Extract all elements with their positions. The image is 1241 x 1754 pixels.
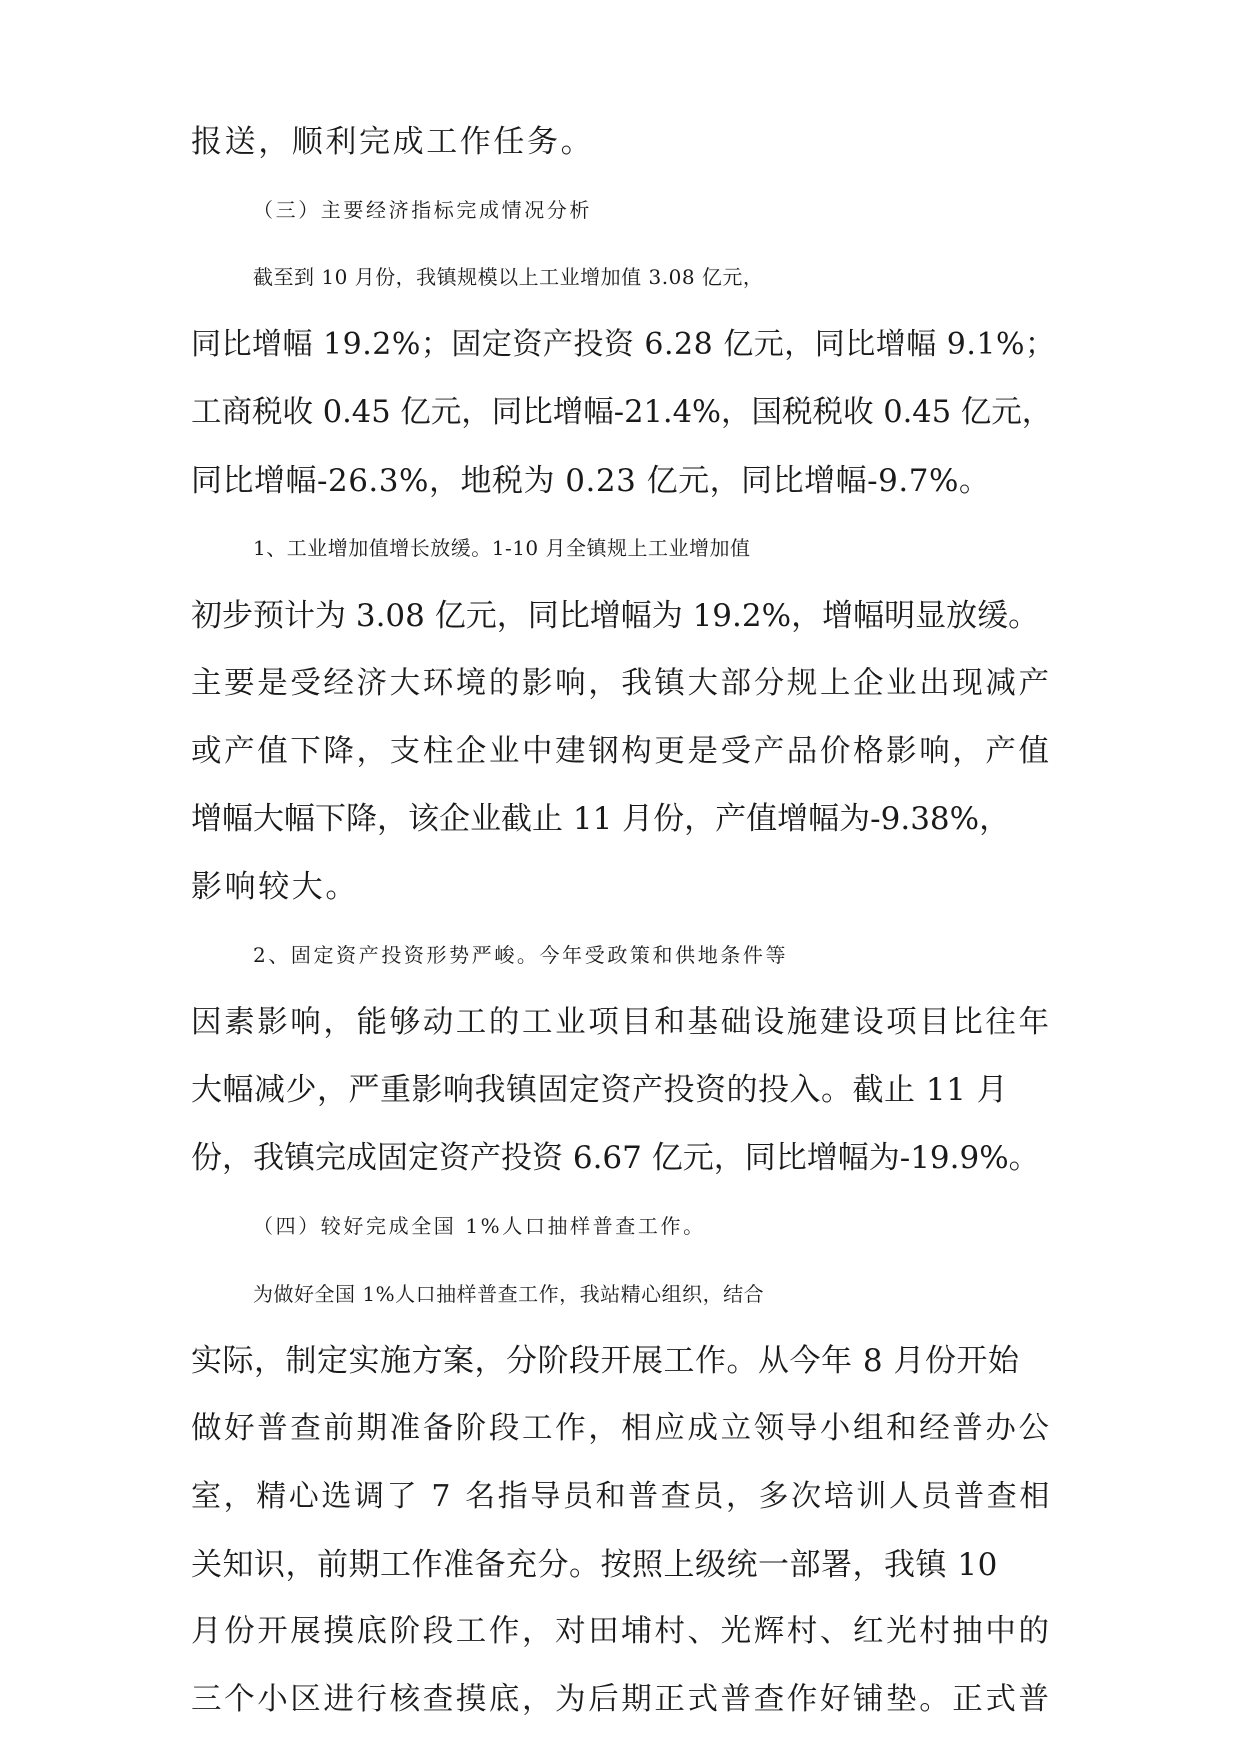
paragraph-line: 截至到 10 月份，我镇规模以上工业增加值 3.08 亿元， [253, 265, 764, 289]
paragraph-line: 同比增幅 19.2%；固定资产投资 6.28 亿元，同比增幅 9.1%； [191, 327, 1056, 362]
paragraph-line: 同比增幅-26.3%，地税为 0.23 亿元，同比增幅-9.7%。 [191, 463, 991, 499]
paragraph-line: 主要是受经济大环境的影响，我镇大部分规上企业出现减产 [191, 666, 1052, 701]
paragraph-line: 月份开展摸底阶段工作，对田埔村、光辉村、红光村抽中的 [191, 1614, 1052, 1649]
section-heading: （四）较好完成全国 1%人口抽样普查工作。 [253, 1214, 706, 1238]
paragraph-line: 室，精心选调了 7 名指导员和普查员，多次培训人员普查相 [191, 1479, 1052, 1514]
paragraph-line: 影响较大。 [191, 869, 359, 905]
paragraph-line: 或产值下降，支柱企业中建钢构更是受产品价格影响，产值 [191, 734, 1052, 769]
paragraph-line: 增幅大幅下降，该企业截止 11 月份，产值增幅为-9.38%， [191, 801, 1011, 837]
paragraph-line: 为做好全国 1%人口抽样普查工作，我站精心组织，结合 [253, 1282, 765, 1306]
paragraph-line: 1、工业增加值增长放缓。1-10 月全镇规上工业增加值 [253, 536, 751, 560]
text-line: 报送，顺利完成工作任务。 [191, 124, 595, 160]
section-heading: （三）主要经济指标完成情况分析 [253, 198, 592, 222]
paragraph-line: 实际，制定实施方案，分阶段开展工作。从今年 8 月份开始 [191, 1343, 1020, 1379]
paragraph-line: 2、固定资产投资形势严峻。今年受政策和供地条件等 [253, 943, 789, 967]
paragraph-line: 因素影响，能够动工的工业项目和基础设施建设项目比往年 [191, 1005, 1052, 1040]
paragraph-line: 做好普查前期准备阶段工作，相应成立领导小组和经普办公 [191, 1411, 1052, 1446]
paragraph-line: 初步预计为 3.08 亿元，同比增幅为 19.2%，增幅明显放缓。 [191, 598, 1040, 634]
paragraph-line: 关知识，前期工作准备充分。按照上级统一部署，我镇 10 [191, 1547, 998, 1583]
paragraph-line: 份，我镇完成固定资产投资 6.67 亿元，同比增幅为-19.9%。 [191, 1140, 1040, 1176]
paragraph-line: 工商税收 0.45 亿元，同比增幅-21.4%，国税税收 0.45 亿元， [191, 395, 1053, 430]
paragraph-line: 三个小区进行核查摸底，为后期正式普查作好铺垫。正式普 [191, 1682, 1052, 1717]
paragraph-line: 大幅减少，严重影响我镇固定资产投资的投入。截止 11 月 [191, 1072, 1009, 1108]
